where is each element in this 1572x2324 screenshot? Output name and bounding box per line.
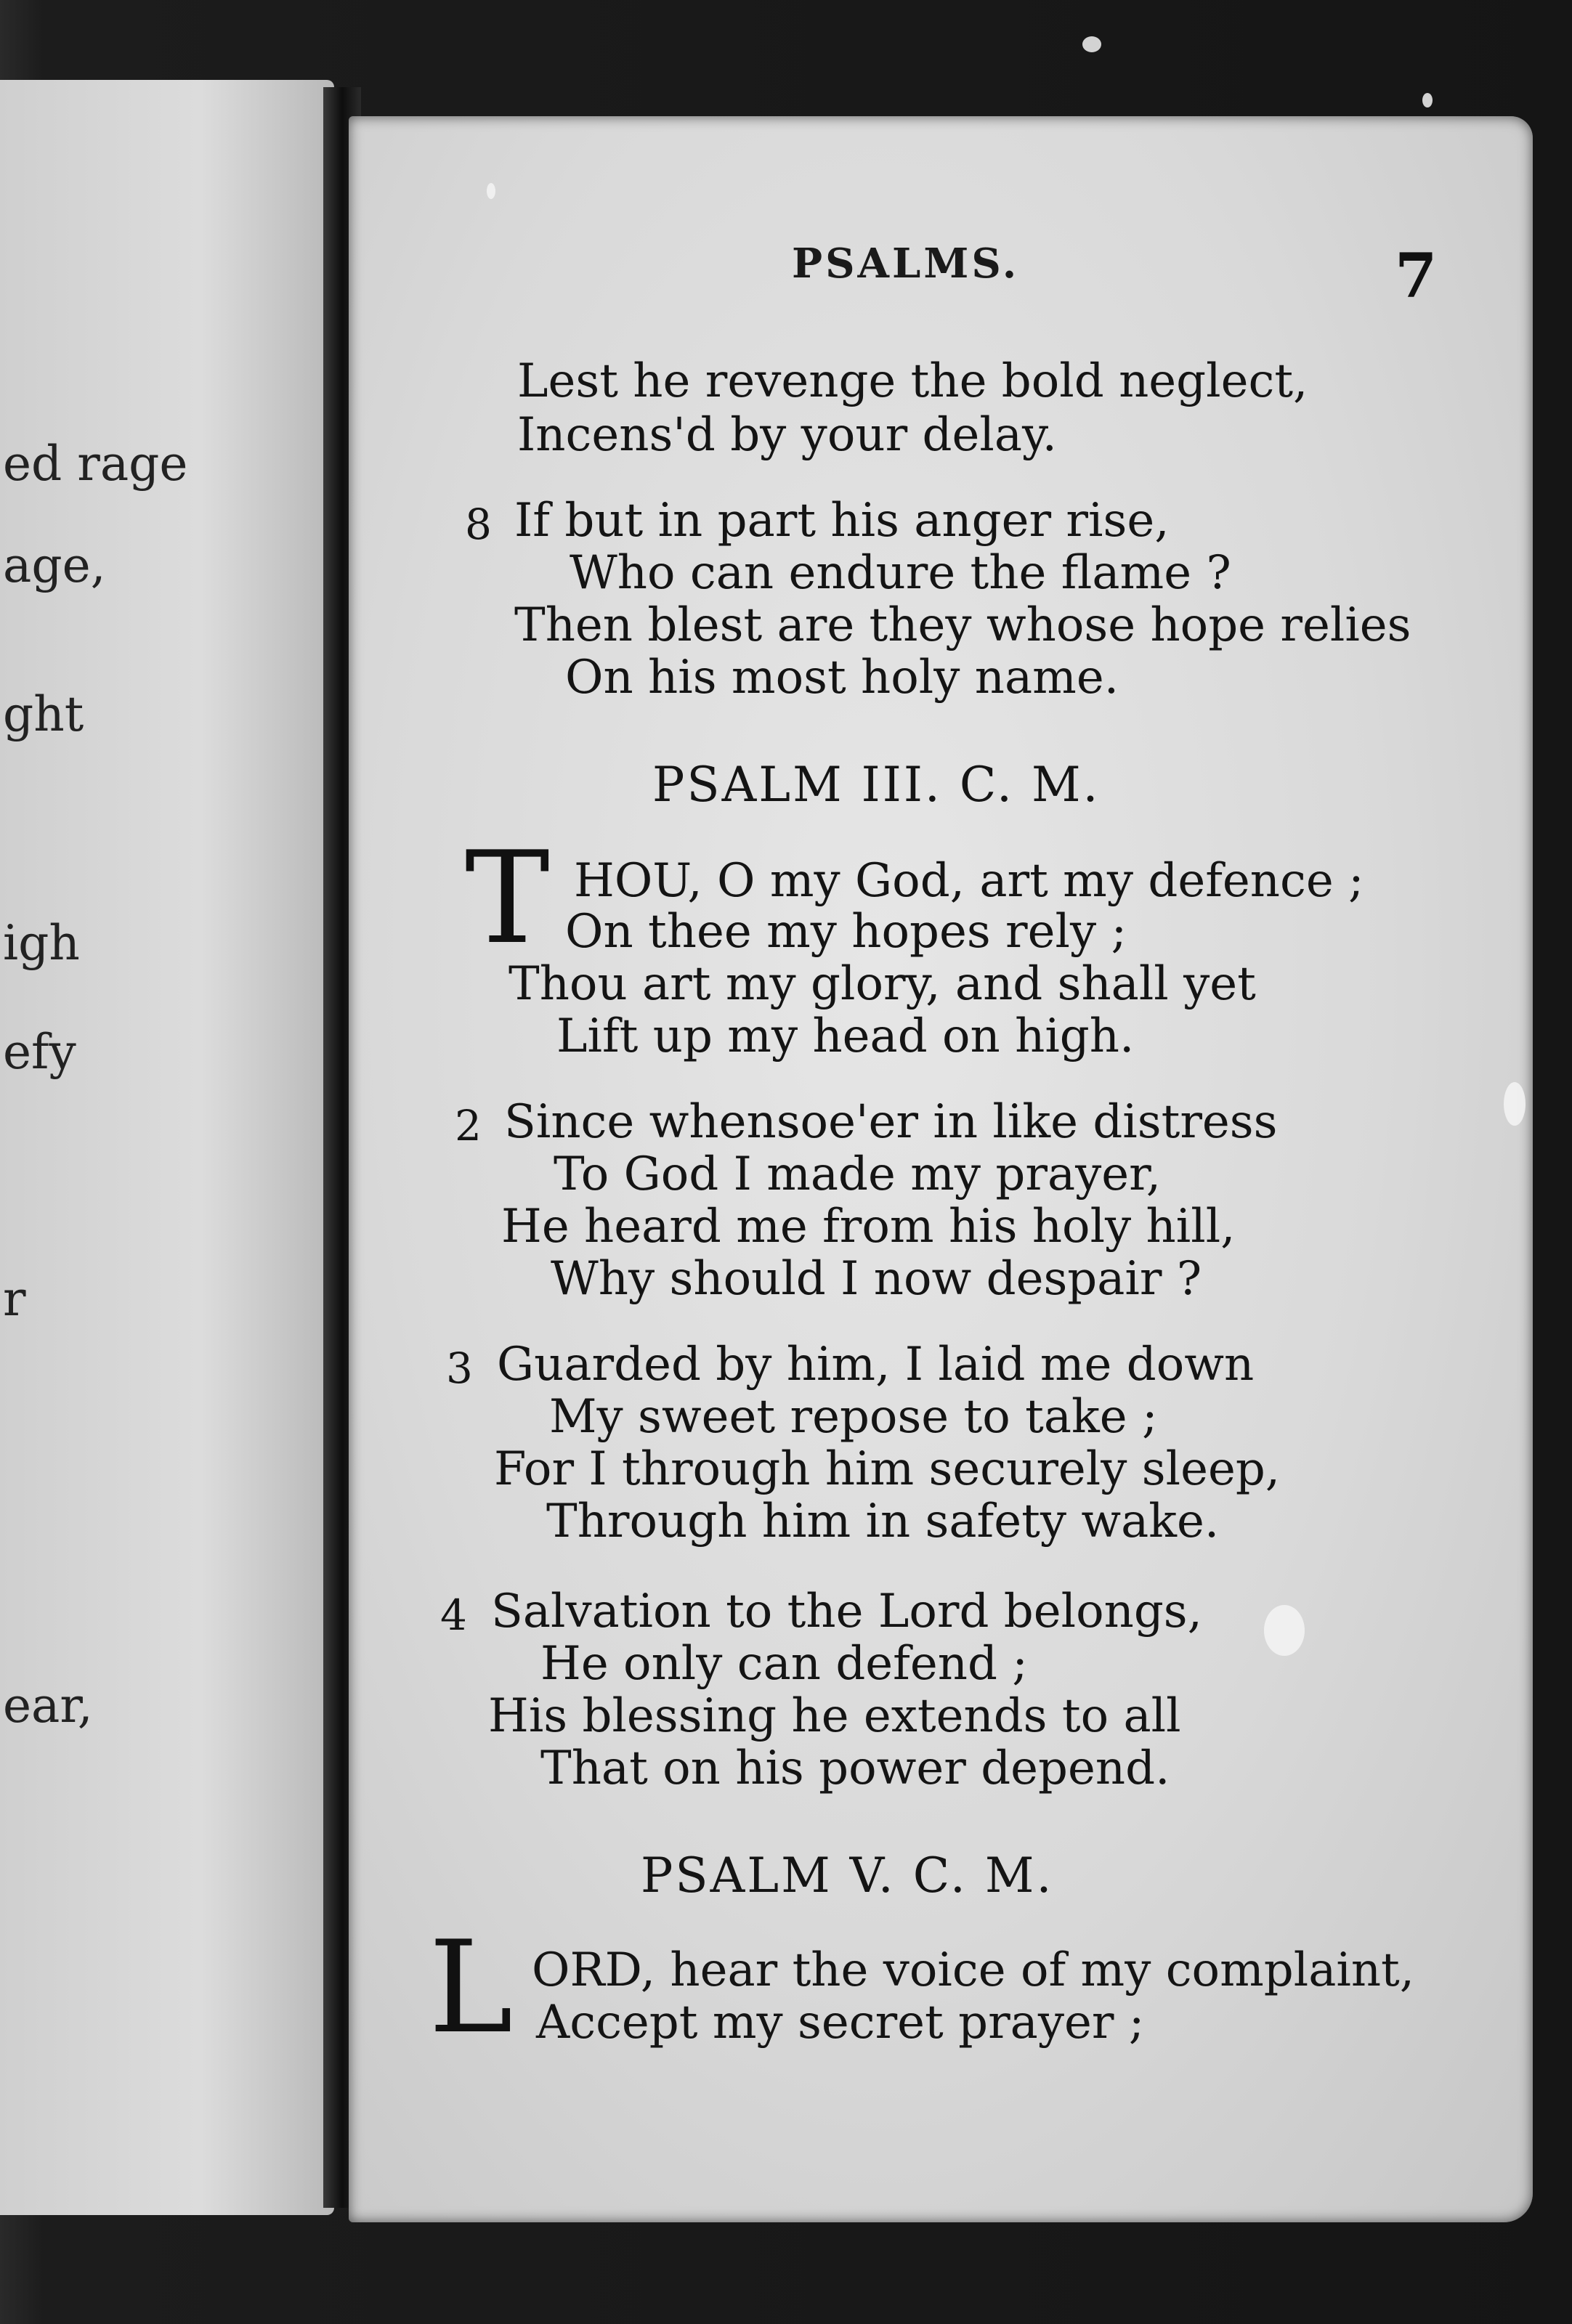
verse-line: Then blest are they whose hope relies [514, 598, 1411, 652]
verse-line: Who can endure the flame ? [570, 546, 1231, 600]
verse-line: On thee my hopes rely ; [565, 905, 1127, 959]
verse-line: ORD, hear the voice of my complaint, [532, 1943, 1415, 1997]
verse-line: Through him in safety wake. [546, 1495, 1220, 1548]
verse-line: He heard me from his holy hill, [501, 1200, 1236, 1254]
verse-line: Lift up my head on high. [556, 1009, 1135, 1063]
verse-number: 4 [440, 1590, 467, 1640]
left-page-fragment: ght [3, 686, 84, 742]
left-page [0, 80, 334, 2215]
verse-line: HOU, O my God, art my defence ; [574, 854, 1364, 908]
dust-speck [1264, 1605, 1305, 1656]
verse-line: Lest he revenge the bold neglect, [517, 354, 1308, 408]
verse-number: 8 [465, 500, 492, 549]
verse-line: Incens'd by your delay. [517, 408, 1057, 462]
verse-line: Guarded by him, I laid me down [497, 1338, 1255, 1391]
verse-line: For I through him securely sleep, [494, 1442, 1281, 1496]
verse-line: Accept my secret prayer ; [536, 1996, 1145, 2049]
dust-speck [1082, 36, 1101, 52]
verse-line: Thou art my glory, and shall yet [509, 957, 1256, 1011]
dust-speck [1422, 93, 1433, 107]
left-page-fragment: ear, [3, 1678, 93, 1734]
drop-cap: L [429, 1914, 514, 2062]
verse-line: He only can defend ; [540, 1637, 1028, 1691]
verse-number: 2 [455, 1101, 482, 1150]
verse-number: 3 [446, 1344, 473, 1393]
verse-line: On his most holy name. [565, 651, 1119, 704]
verse-line: Since whensoe'er in like distress [504, 1095, 1278, 1149]
verse-line: His blessing he extends to all [488, 1689, 1181, 1743]
left-page-fragment: efy [3, 1024, 76, 1080]
dust-speck [487, 183, 495, 199]
verse-line: If but in part his anger rise, [514, 494, 1170, 548]
left-page-fragment: ed rage [3, 436, 188, 492]
psalm-heading: PSALM III. C. M. [652, 757, 1101, 813]
left-page-fragment: igh [3, 915, 80, 971]
left-page-fragment: r [3, 1271, 26, 1327]
dust-speck [1504, 1082, 1526, 1126]
running-head: PSALMS. [792, 240, 1020, 288]
drop-cap: T [465, 825, 550, 972]
verse-line: Why should I now despair ? [551, 1252, 1202, 1306]
verse-line: Salvation to the Lord belongs, [491, 1585, 1202, 1638]
verse-line: That on his power depend. [540, 1742, 1170, 1795]
verse-line: My sweet repose to take ; [549, 1390, 1158, 1444]
verse-line: To God I made my prayer, [554, 1147, 1162, 1201]
left-page-fragment: age, [3, 537, 106, 593]
page-number: 7 [1395, 240, 1438, 312]
psalm-heading: PSALM V. C. M. [641, 1848, 1054, 1904]
